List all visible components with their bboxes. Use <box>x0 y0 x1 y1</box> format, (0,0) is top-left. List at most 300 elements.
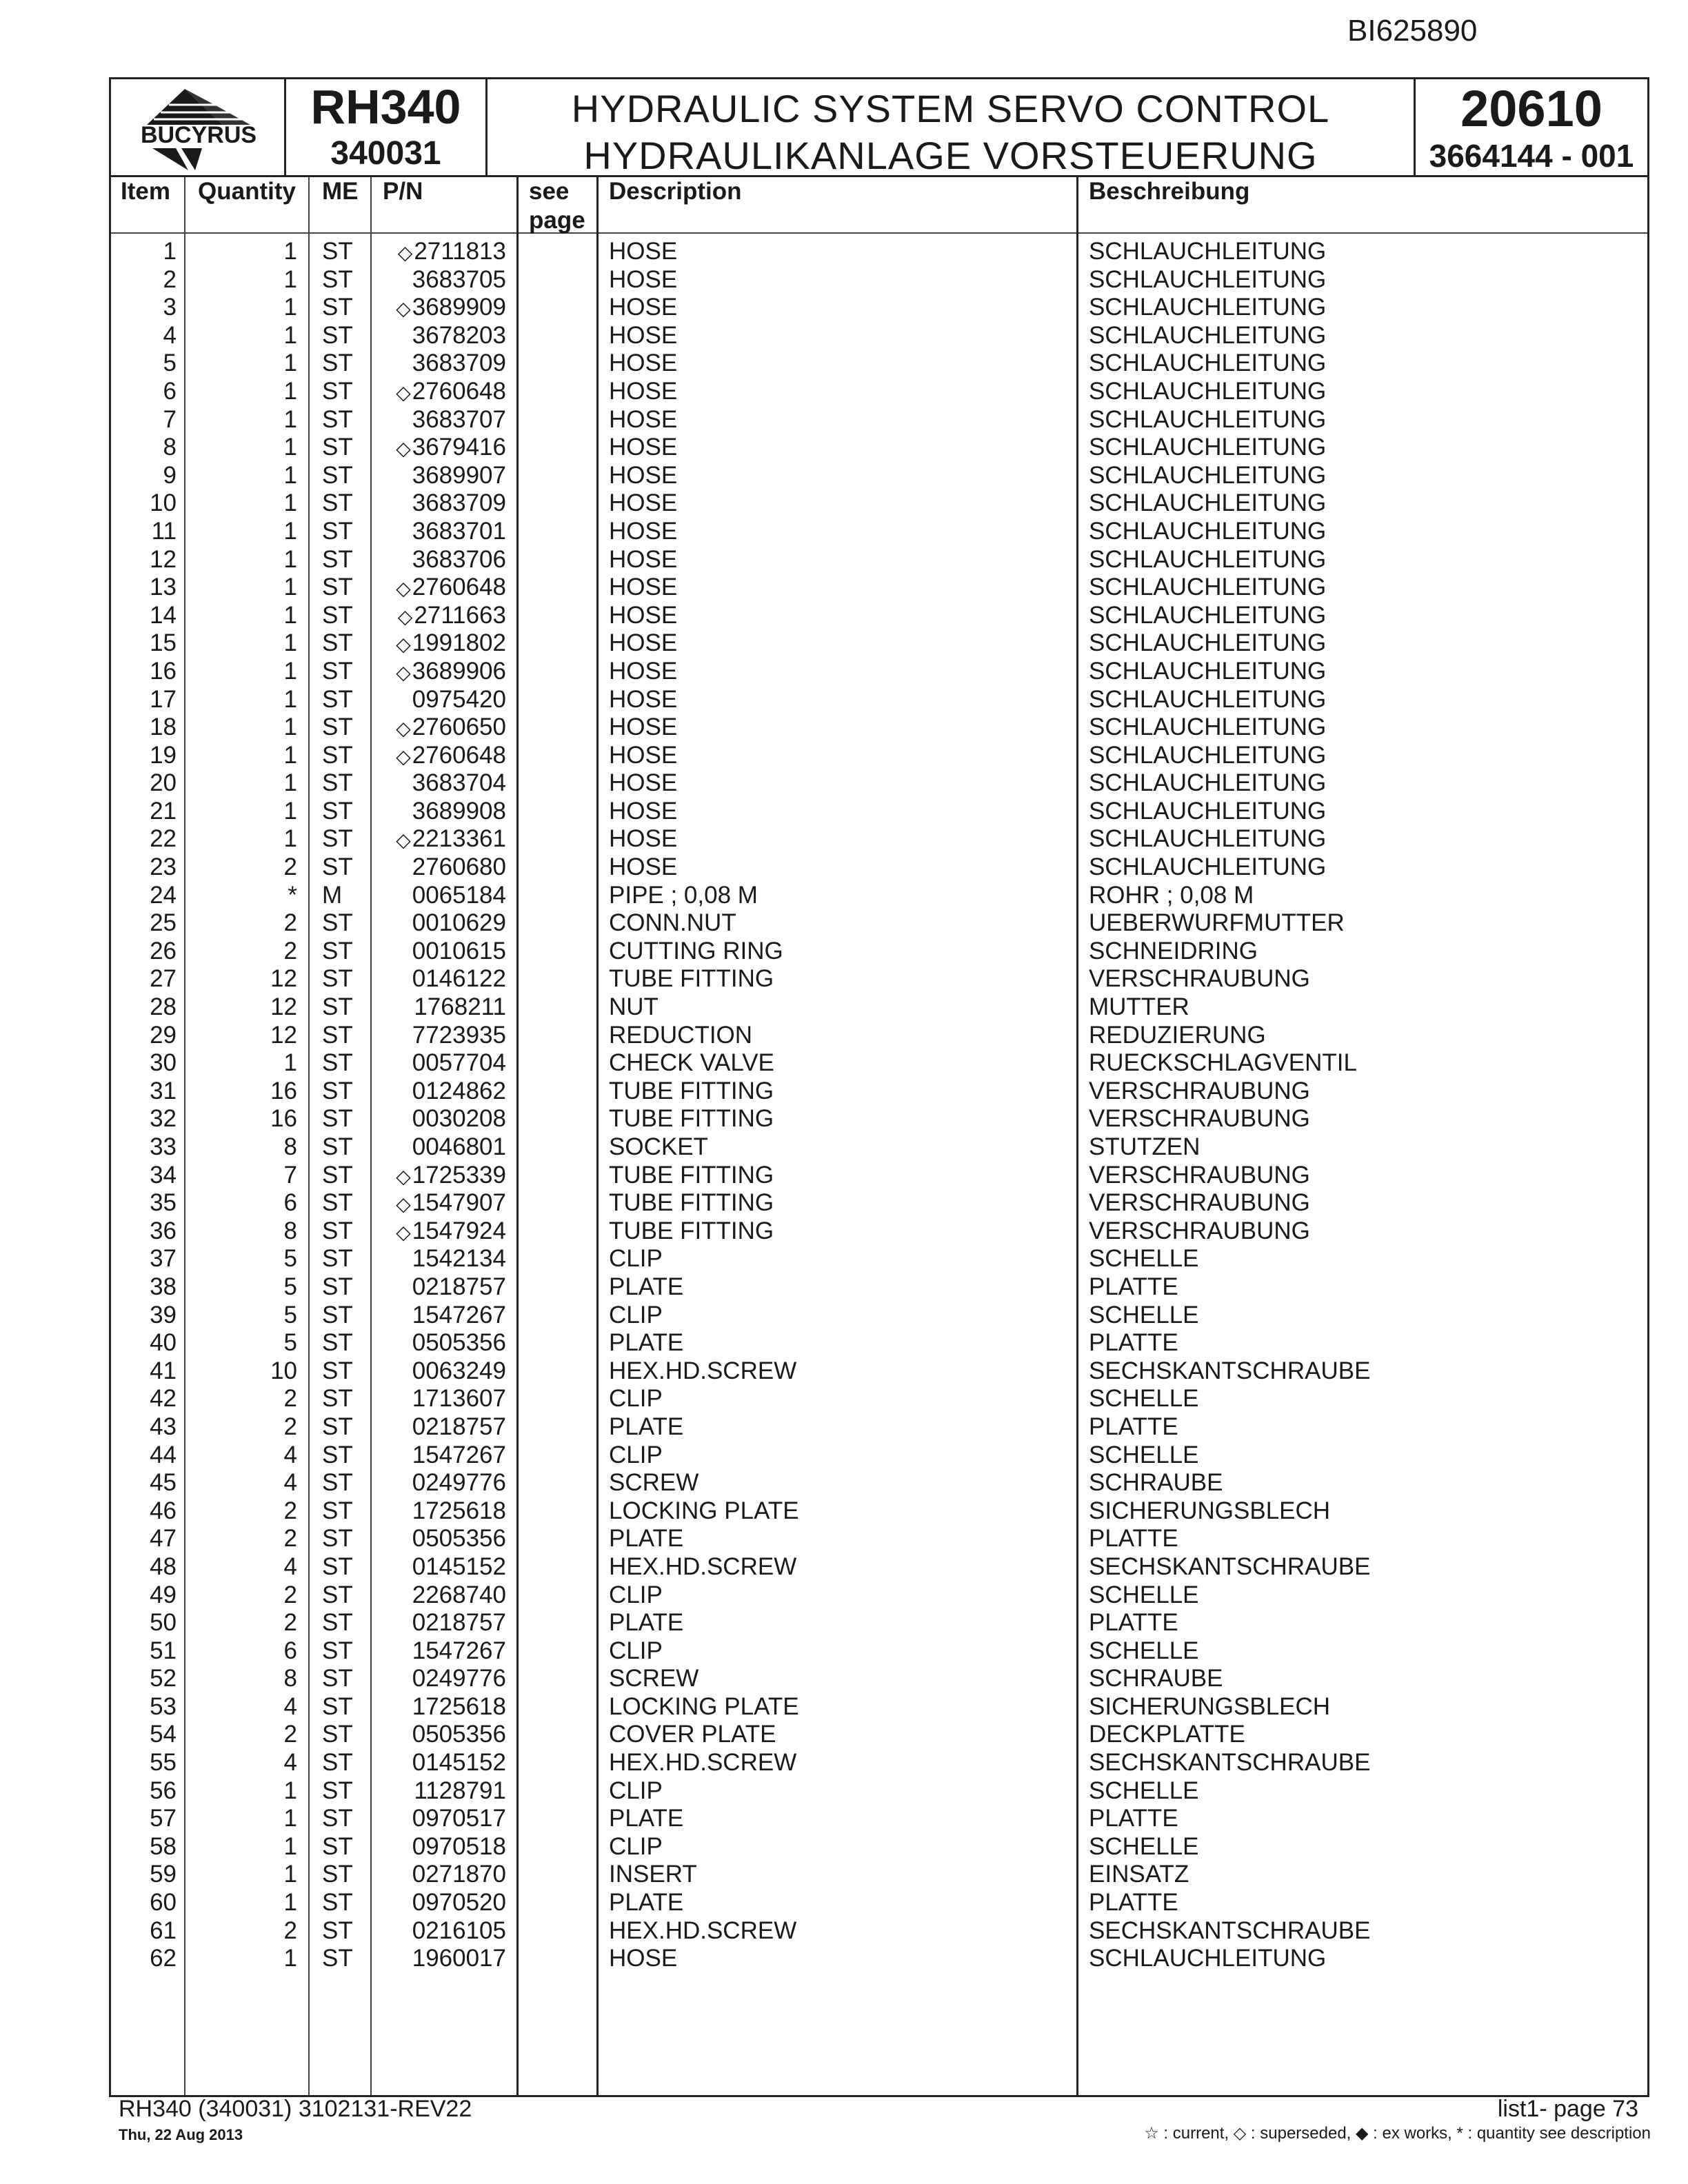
item-number: 42 <box>150 1385 177 1413</box>
table-row <box>111 714 1647 742</box>
unit-of-measure: ST <box>322 517 353 545</box>
unit-of-measure: ST <box>322 265 353 293</box>
description-de: SCHLAUCHLEITUNG <box>1089 489 1327 517</box>
description-en: HOSE <box>609 574 678 601</box>
part-number <box>380 294 506 323</box>
item-number: 39 <box>150 1301 177 1328</box>
description-en: TUBE FITTING <box>609 1217 774 1244</box>
item-number: 37 <box>150 1245 177 1273</box>
part-number <box>380 909 506 938</box>
part-number-value: 1547267 <box>412 1301 506 1328</box>
part-number-value: 0249776 <box>412 1469 506 1497</box>
part-number-value: 0145152 <box>412 1749 506 1777</box>
description-de: SCHELLE <box>1089 1581 1199 1608</box>
footer-page-number: list1- page 73 <box>1497 2096 1638 2122</box>
part-number <box>380 322 506 350</box>
part-number <box>380 1637 506 1666</box>
quantity: 1 <box>283 769 297 797</box>
part-number-value: 7723935 <box>412 1021 506 1049</box>
table-row <box>111 686 1647 714</box>
superseded-icon: ◇ <box>396 745 411 767</box>
part-number-value: 3683709 <box>412 489 506 517</box>
description-de: SCHLAUCHLEITUNG <box>1089 685 1327 713</box>
part-number <box>380 1609 506 1637</box>
part-number-value: 2711663 <box>414 601 506 629</box>
part-number <box>380 1777 506 1806</box>
description-de: SECHSKANTSCHRAUBE <box>1089 1553 1371 1580</box>
description-en: HOSE <box>609 350 678 377</box>
table-row <box>111 1889 1647 1917</box>
description-de: SCHELLE <box>1089 1245 1199 1273</box>
table-row <box>111 1273 1647 1302</box>
part-number <box>380 1189 506 1219</box>
part-number <box>380 1749 506 1777</box>
table-row <box>111 629 1647 658</box>
unit-of-measure: ST <box>322 545 353 573</box>
part-number <box>380 518 506 546</box>
part-number-value: 2760680 <box>412 853 506 881</box>
superseded-icon: ◇ <box>396 1165 411 1187</box>
part-number <box>380 1049 506 1078</box>
part-number-value: 3683701 <box>412 517 506 545</box>
quantity: 1 <box>283 825 297 853</box>
superseded-icon: ◇ <box>396 661 411 683</box>
quantity: 4 <box>283 1692 297 1720</box>
description-de: SCHRAUBE <box>1089 1665 1223 1692</box>
table-row <box>111 434 1647 462</box>
quantity: 2 <box>283 1413 297 1440</box>
item-number: 62 <box>150 1945 177 1972</box>
table-row <box>111 993 1647 1022</box>
description-de: SCHLAUCHLEITUNG <box>1089 601 1327 629</box>
unit-of-measure: ST <box>322 1805 353 1832</box>
part-number-value: 2760650 <box>412 714 506 741</box>
quantity: 1 <box>283 601 297 629</box>
table-row <box>111 546 1647 574</box>
unit-of-measure: ST <box>322 937 353 964</box>
part-number-value: 1547267 <box>412 1637 506 1664</box>
item-number: 18 <box>150 714 177 741</box>
part-number-value: 0505356 <box>412 1525 506 1553</box>
item-number: 59 <box>150 1861 177 1888</box>
description-de: PLATTE <box>1089 1413 1178 1440</box>
quantity: 4 <box>283 1441 297 1468</box>
description-en: LOCKING PLATE <box>609 1497 799 1524</box>
description-en: CLIP <box>609 1777 663 1804</box>
part-number <box>380 1693 506 1721</box>
description-de: SICHERUNGSBLECH <box>1089 1497 1331 1524</box>
table-row <box>111 769 1647 798</box>
description-en: HOSE <box>609 461 678 489</box>
item-number: 56 <box>150 1777 177 1804</box>
item-number: 55 <box>150 1749 177 1777</box>
part-number <box>380 629 506 659</box>
item-number: 9 <box>163 461 177 489</box>
description-de: MUTTER <box>1089 993 1189 1021</box>
part-number <box>380 1721 506 1749</box>
table-row <box>111 1609 1647 1637</box>
part-number <box>380 1022 506 1050</box>
item-number: 22 <box>150 825 177 853</box>
quantity: 8 <box>283 1665 297 1692</box>
description-de: REDUZIERUNG <box>1089 1021 1266 1049</box>
table-row <box>111 1525 1647 1553</box>
item-number: 4 <box>163 321 177 349</box>
description-de: SCHLAUCHLEITUNG <box>1089 294 1327 321</box>
table-row <box>111 574 1647 602</box>
item-number: 54 <box>150 1721 177 1748</box>
part-number-value: 3683706 <box>412 545 506 573</box>
unit-of-measure: ST <box>322 461 353 489</box>
part-number-value: 1547267 <box>412 1441 506 1468</box>
unit-of-measure: M <box>322 881 343 909</box>
table-row <box>111 938 1647 966</box>
part-number-value: 3678203 <box>412 321 506 349</box>
part-number <box>380 1553 506 1581</box>
description-en: CLIP <box>609 1832 663 1860</box>
description-en: TUBE FITTING <box>609 965 774 993</box>
item-number: 36 <box>150 1217 177 1244</box>
description-en: TUBE FITTING <box>609 1189 774 1217</box>
description-de: SCHELLE <box>1089 1385 1199 1413</box>
description-en: PIPE ; 0,08 M <box>609 881 758 909</box>
part-number-value: 2760648 <box>412 574 506 601</box>
table-row <box>111 1665 1647 1693</box>
description-de: PLATTE <box>1089 1273 1178 1300</box>
part-number-value: 1960017 <box>412 1945 506 1972</box>
part-number <box>380 1245 506 1273</box>
unit-of-measure: ST <box>322 1861 353 1888</box>
table-row <box>111 462 1647 490</box>
quantity: 2 <box>283 1609 297 1637</box>
table-row <box>111 1049 1647 1078</box>
part-number-value: 1128791 <box>414 1777 506 1804</box>
part-number <box>380 602 506 631</box>
description-de: SCHLAUCHLEITUNG <box>1089 769 1327 797</box>
item-number: 45 <box>150 1469 177 1497</box>
description-de: SCHLAUCHLEITUNG <box>1089 405 1327 433</box>
item-number: 14 <box>150 601 177 629</box>
item-number: 58 <box>150 1832 177 1860</box>
quantity: 1 <box>283 657 297 685</box>
part-number <box>380 1833 506 1861</box>
part-number-value: 0010629 <box>412 909 506 937</box>
unit-of-measure: ST <box>322 1777 353 1804</box>
description-en: HOSE <box>609 294 678 321</box>
quantity: 2 <box>283 909 297 937</box>
description-de: SCHLAUCHLEITUNG <box>1089 434 1327 461</box>
part-number <box>380 378 506 407</box>
description-en: REDUCTION <box>609 1021 753 1049</box>
table-row <box>111 294 1647 322</box>
table-row <box>111 1133 1647 1162</box>
quantity: 2 <box>283 1917 297 1944</box>
description-de: ROHR ; 0,08 M <box>1089 881 1254 909</box>
group-number-cell <box>1416 79 1647 175</box>
item-number: 57 <box>150 1805 177 1832</box>
title-cell <box>488 79 1416 175</box>
column-header-pn: P/N <box>383 178 423 205</box>
part-number-value: 3689906 <box>412 657 506 685</box>
part-number-value: 2760648 <box>412 377 506 405</box>
quantity: 2 <box>283 1497 297 1524</box>
description-en: PLATE <box>609 1273 684 1300</box>
description-en: HOSE <box>609 853 678 881</box>
unit-of-measure: ST <box>322 294 353 321</box>
part-number-value: 2268740 <box>412 1581 506 1608</box>
description-en: HOSE <box>609 769 678 797</box>
quantity: 4 <box>283 1469 297 1497</box>
unit-of-measure: ST <box>322 1301 353 1328</box>
table-row <box>111 1022 1647 1050</box>
item-number: 30 <box>150 1049 177 1077</box>
unit-of-measure: ST <box>322 909 353 937</box>
description-en: HOSE <box>609 825 678 853</box>
part-number-value: 1725618 <box>412 1692 506 1720</box>
item-number: 38 <box>150 1273 177 1300</box>
description-en: CUTTING RING <box>609 937 783 964</box>
title-english: HYDRAULIC SYSTEM SERVO CONTROL <box>571 87 1330 130</box>
part-number <box>380 1105 506 1133</box>
superseded-icon: ◇ <box>396 578 411 600</box>
part-number <box>380 489 506 518</box>
part-number-value: 3689908 <box>412 797 506 825</box>
svg-text:BUCYRUS: BUCYRUS <box>140 122 257 148</box>
table-row <box>111 658 1647 686</box>
item-number: 51 <box>150 1637 177 1664</box>
table-row <box>111 853 1647 882</box>
description-de: SCHLAUCHLEITUNG <box>1089 238 1327 265</box>
description-en: HOSE <box>609 545 678 573</box>
part-number-value: 0505356 <box>412 1329 506 1357</box>
item-number: 47 <box>150 1525 177 1553</box>
description-en: CLIP <box>609 1385 663 1413</box>
part-number-value: 0970518 <box>412 1832 506 1860</box>
description-en: CLIP <box>609 1637 663 1664</box>
description-en: PLATE <box>609 1525 684 1553</box>
part-number <box>380 769 506 798</box>
quantity: 2 <box>283 1385 297 1413</box>
parts-list-header <box>111 79 1647 177</box>
table-row <box>111 825 1647 853</box>
quantity: 12 <box>270 965 297 993</box>
part-number-value: 1768211 <box>414 993 506 1021</box>
description-de: STUTZEN <box>1089 1133 1200 1160</box>
part-number-value: 0218757 <box>412 1609 506 1637</box>
superseded-icon: ◇ <box>396 1193 411 1215</box>
quantity: 6 <box>283 1637 297 1664</box>
unit-of-measure: ST <box>322 1721 353 1748</box>
table-row <box>111 1917 1647 1945</box>
description-de: SECHSKANTSCHRAUBE <box>1089 1917 1371 1944</box>
item-number: 29 <box>150 1021 177 1049</box>
quantity: 12 <box>270 993 297 1021</box>
part-number-value: 3683709 <box>412 350 506 377</box>
quantity: 8 <box>283 1133 297 1160</box>
description-de: VERSCHRAUBUNG <box>1089 1105 1310 1133</box>
quantity: * <box>288 881 297 909</box>
superseded-icon: ◇ <box>397 242 413 263</box>
table-row <box>111 378 1647 406</box>
quantity: 1 <box>283 574 297 601</box>
description-de: SCHLAUCHLEITUNG <box>1089 517 1327 545</box>
part-number <box>380 1162 506 1191</box>
description-en: HOSE <box>609 238 678 265</box>
table-row <box>111 1861 1647 1889</box>
description-en: TUBE FITTING <box>609 1161 774 1189</box>
part-number-value: 0271870 <box>412 1861 506 1888</box>
unit-of-measure: ST <box>322 574 353 601</box>
document-id: BI625890 <box>1347 14 1478 48</box>
description-de: RUECKSCHLAGVENTIL <box>1089 1049 1357 1077</box>
item-number: 32 <box>150 1105 177 1133</box>
part-number <box>380 1078 506 1106</box>
item-number: 50 <box>150 1609 177 1637</box>
part-number-value: 2711813 <box>414 238 506 265</box>
quantity: 5 <box>283 1245 297 1273</box>
item-number: 21 <box>150 797 177 825</box>
symbol-legend: ☆ : current, ◇ : superseded, ◆ : ex works, * : quantity see description <box>1144 2124 1651 2143</box>
unit-of-measure: ST <box>322 321 353 349</box>
part-number-value: 3689909 <box>412 294 506 321</box>
superseded-icon: ◇ <box>396 381 411 403</box>
model-cell <box>286 79 488 175</box>
part-number <box>380 1442 506 1470</box>
item-number: 31 <box>150 1077 177 1104</box>
item-number: 20 <box>150 769 177 797</box>
superseded-icon: ◇ <box>396 1221 411 1243</box>
quantity: 7 <box>283 1161 297 1189</box>
part-number <box>380 1413 506 1442</box>
part-number-value: 1547907 <box>412 1189 506 1217</box>
item-number: 19 <box>150 741 177 769</box>
description-en: HEX.HD.SCREW <box>609 1553 797 1580</box>
unit-of-measure: ST <box>322 1609 353 1637</box>
item-number: 60 <box>150 1889 177 1917</box>
part-number-value: 1713607 <box>412 1385 506 1413</box>
description-en: HOSE <box>609 1945 678 1972</box>
part-number-value: 3689907 <box>412 461 506 489</box>
unit-of-measure: ST <box>322 1357 353 1384</box>
description-en: HEX.HD.SCREW <box>609 1357 797 1384</box>
description-de: SECHSKANTSCHRAUBE <box>1089 1357 1371 1384</box>
part-number <box>380 1917 506 1945</box>
table-row <box>111 1945 1647 1973</box>
table-row <box>111 1721 1647 1749</box>
description-en: HOSE <box>609 405 678 433</box>
table-row <box>111 1637 1647 1666</box>
unit-of-measure: ST <box>322 489 353 517</box>
table-row <box>111 742 1647 770</box>
unit-of-measure: ST <box>322 714 353 741</box>
column-header-see-page <box>529 177 585 235</box>
description-en: PLATE <box>609 1413 684 1440</box>
quantity: 1 <box>283 461 297 489</box>
part-number <box>380 993 506 1022</box>
unit-of-measure: ST <box>322 1749 353 1777</box>
quantity: 5 <box>283 1329 297 1357</box>
description-de: UEBERWURFMUTTER <box>1089 909 1345 937</box>
description-en: CONN.NUT <box>609 909 736 937</box>
item-number: 10 <box>150 489 177 517</box>
unit-of-measure: ST <box>322 1385 353 1413</box>
unit-of-measure: ST <box>322 1077 353 1104</box>
quantity: 1 <box>283 321 297 349</box>
unit-of-measure: ST <box>322 629 353 657</box>
part-number-value: 0057704 <box>412 1049 506 1077</box>
part-number <box>380 546 506 574</box>
description-de: SCHLAUCHLEITUNG <box>1089 461 1327 489</box>
table-row <box>111 1581 1647 1610</box>
part-number <box>380 965 506 993</box>
item-number: 26 <box>150 937 177 964</box>
unit-of-measure: ST <box>322 1692 353 1720</box>
unit-of-measure: ST <box>322 434 353 461</box>
quantity: 10 <box>270 1357 297 1384</box>
column-header-item: Item <box>121 178 170 205</box>
description-de: DECKPLATTE <box>1089 1721 1245 1748</box>
description-de: SICHERUNGSBLECH <box>1089 1692 1331 1720</box>
quantity: 1 <box>283 1777 297 1804</box>
part-number <box>380 1497 506 1526</box>
description-de: SCHLAUCHLEITUNG <box>1089 825 1327 853</box>
description-en: HOSE <box>609 797 678 825</box>
table-row <box>111 1302 1647 1330</box>
quantity: 1 <box>283 294 297 321</box>
description-de: PLATTE <box>1089 1889 1178 1917</box>
part-number <box>380 1329 506 1357</box>
item-number: 13 <box>150 574 177 601</box>
title-german: HYDRAULIKANLAGE VORSTEUERUNG <box>583 134 1318 177</box>
description-en: PLATE <box>609 1609 684 1637</box>
description-de: SCHLAUCHLEITUNG <box>1089 574 1327 601</box>
part-number-value: 0145152 <box>412 1553 506 1580</box>
description-en: INSERT <box>609 1861 697 1888</box>
table-row <box>111 1162 1647 1190</box>
description-de: SCHLAUCHLEITUNG <box>1089 714 1327 741</box>
quantity: 1 <box>283 1861 297 1888</box>
parts-list-frame <box>109 77 1649 2097</box>
table-row <box>111 1329 1647 1357</box>
bucyrus-logo <box>119 82 278 172</box>
quantity: 1 <box>283 714 297 741</box>
logo-cell <box>111 79 286 175</box>
quantity: 1 <box>283 377 297 405</box>
table-row <box>111 238 1647 266</box>
description-en: TUBE FITTING <box>609 1105 774 1133</box>
model-name: RH340 <box>310 80 461 134</box>
unit-of-measure: ST <box>322 1665 353 1692</box>
table-row <box>111 1189 1647 1217</box>
table-row <box>111 1357 1647 1386</box>
part-number-value: 1542134 <box>412 1245 506 1273</box>
description-en: NUT <box>609 993 659 1021</box>
unit-of-measure: ST <box>322 238 353 265</box>
item-number: 28 <box>150 993 177 1021</box>
unit-of-measure: ST <box>322 965 353 993</box>
part-number-value: 0124862 <box>412 1077 506 1104</box>
part-number <box>380 938 506 966</box>
item-number: 53 <box>150 1692 177 1720</box>
description-en: CLIP <box>609 1581 663 1608</box>
table-row <box>111 1469 1647 1497</box>
table-row <box>111 1777 1647 1806</box>
quantity: 1 <box>283 741 297 769</box>
description-en: HEX.HD.SCREW <box>609 1917 797 1944</box>
unit-of-measure: ST <box>322 1133 353 1160</box>
table-row <box>111 1245 1647 1273</box>
part-number <box>380 350 506 378</box>
